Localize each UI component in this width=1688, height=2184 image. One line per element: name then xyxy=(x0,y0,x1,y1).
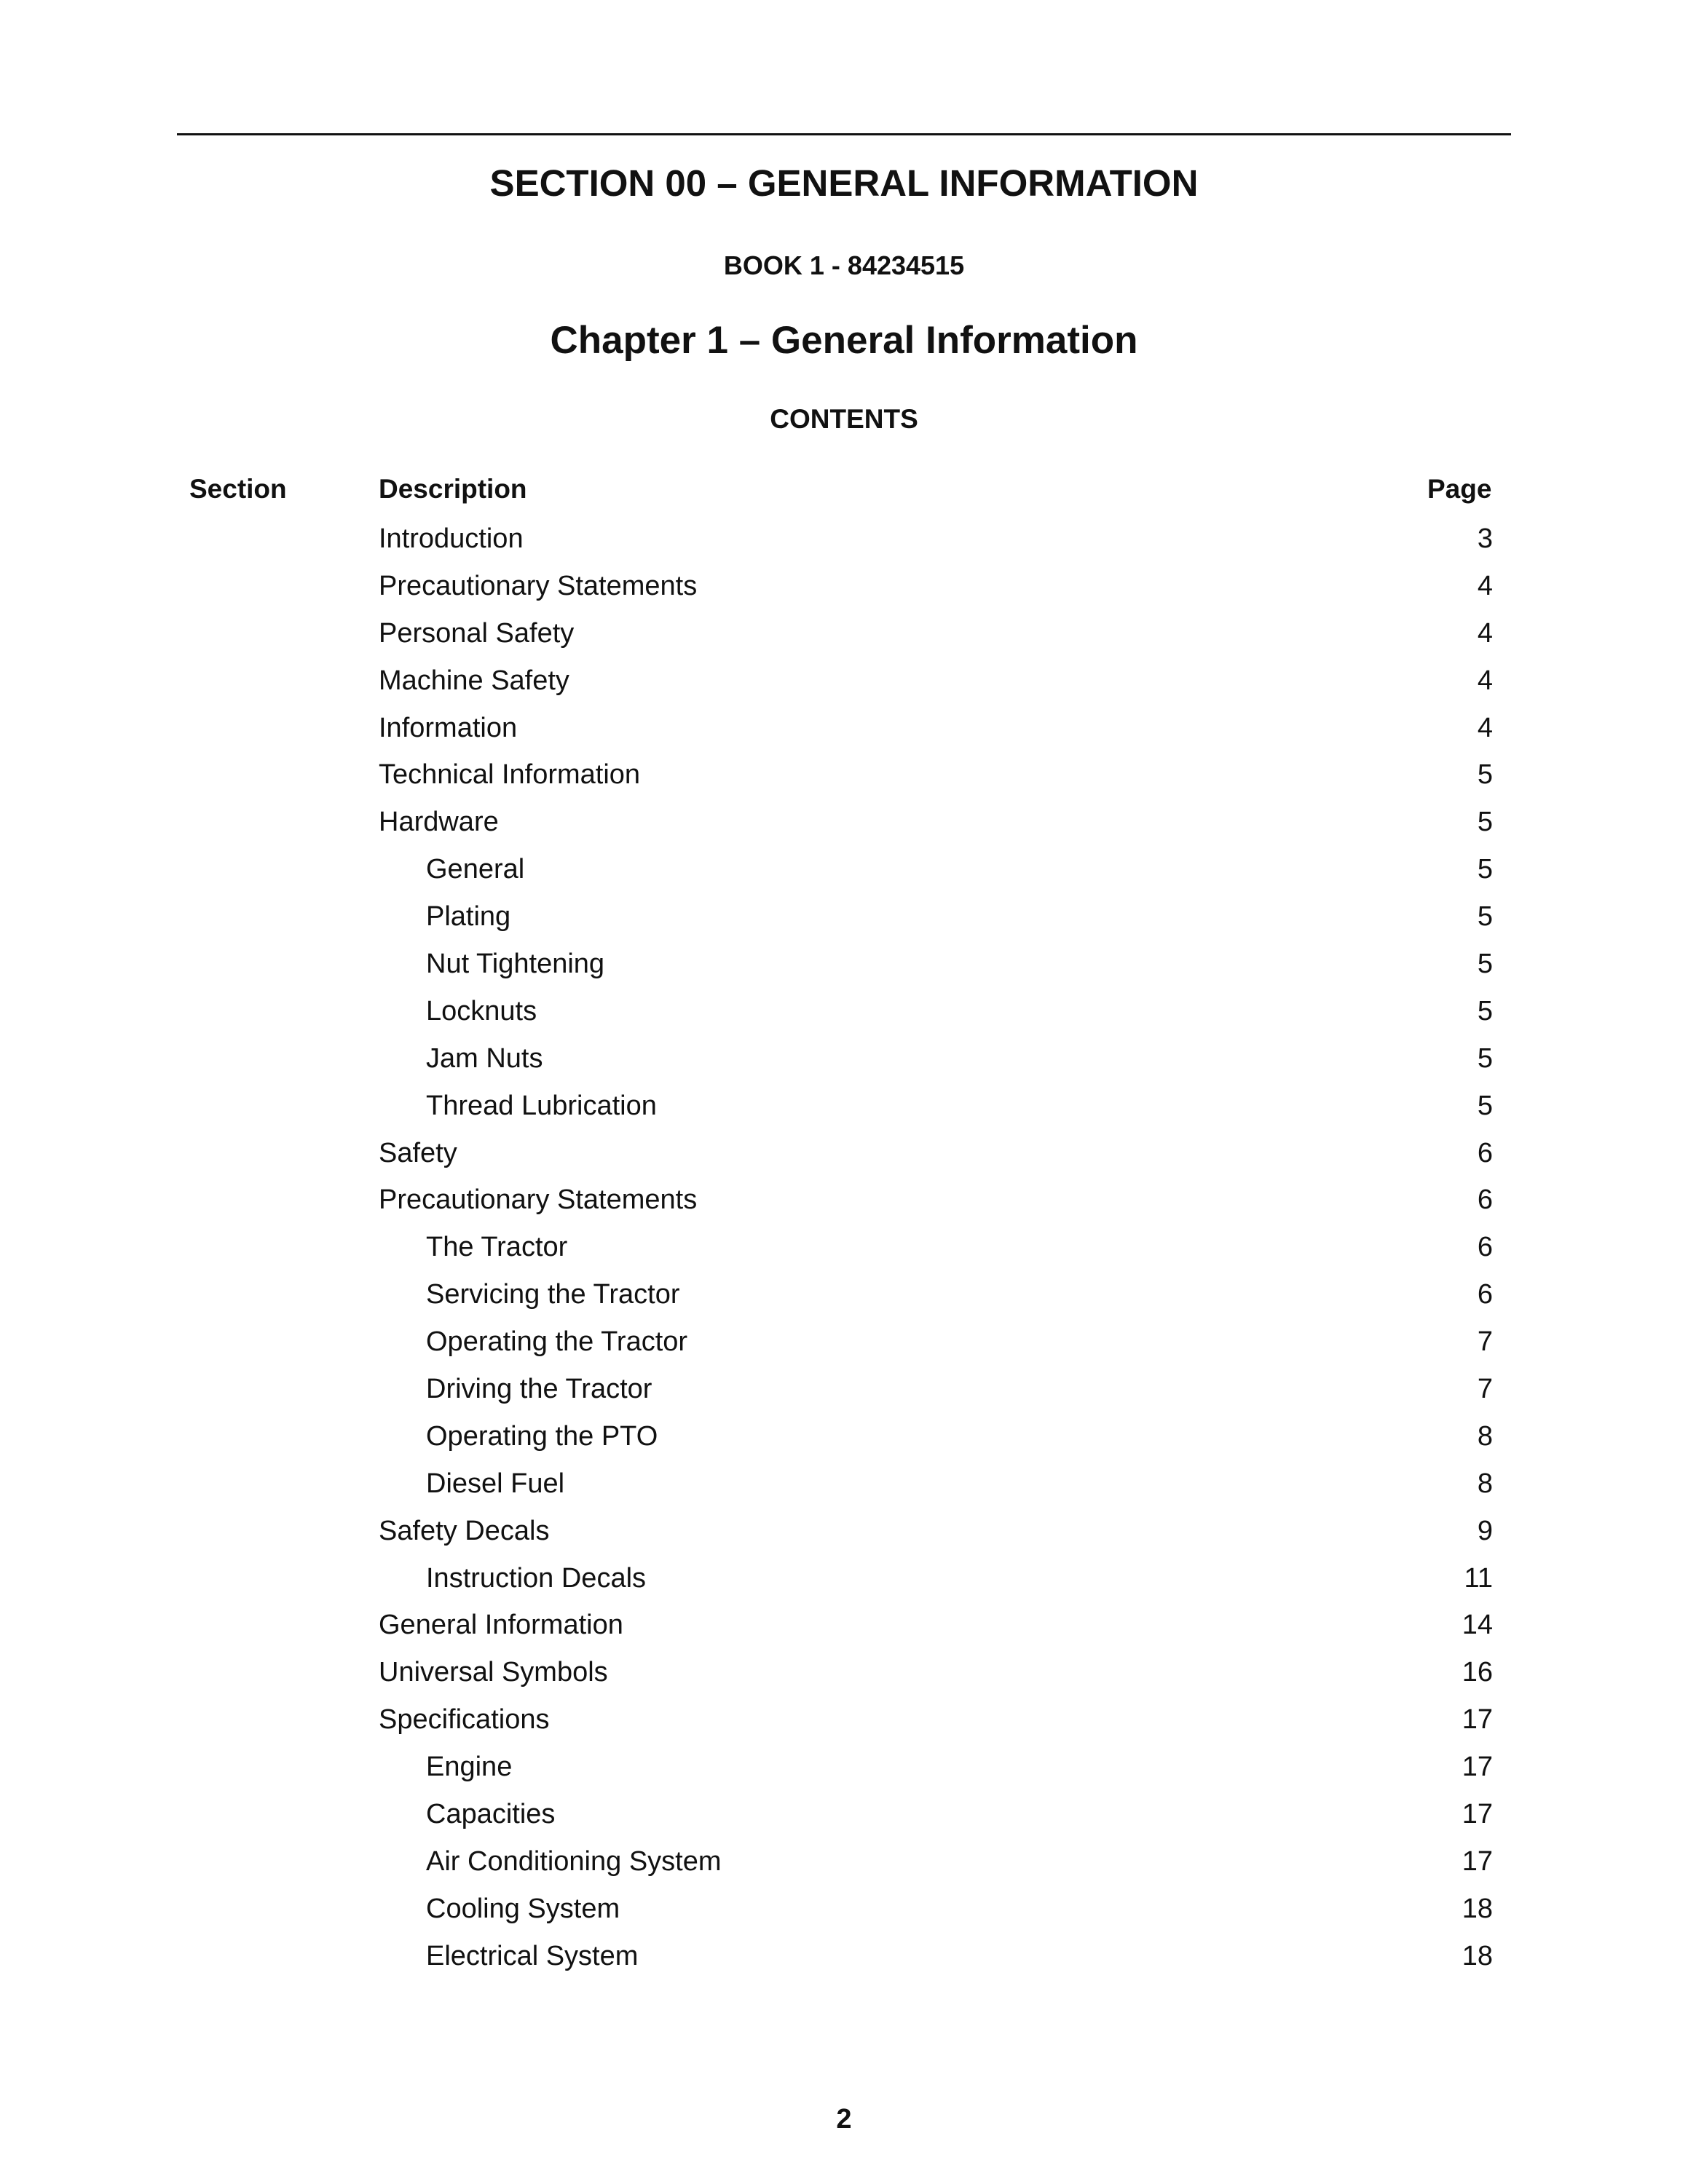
toc-entry-page: 5 xyxy=(1477,901,1493,933)
toc-entry-title: Thread Lubrication xyxy=(426,1090,657,1121)
toc-entry[interactable] xyxy=(379,1791,1493,1838)
toc-entry-title: Precautionary Statements xyxy=(379,1184,698,1216)
toc-entry-title: Instruction Decals xyxy=(426,1562,647,1594)
toc-entry[interactable] xyxy=(379,1130,1493,1177)
toc-entry-page: 7 xyxy=(1477,1326,1493,1358)
toc-entry[interactable] xyxy=(379,1602,1493,1649)
toc-entry-title: Engine xyxy=(426,1752,513,1783)
toc-entry-title: Electrical System xyxy=(426,1940,639,1971)
toc-entry-page: 17 xyxy=(1462,1704,1493,1736)
toc-entry[interactable] xyxy=(379,515,1493,563)
toc-entry[interactable] xyxy=(379,1413,1493,1460)
toc-entry-page: 6 xyxy=(1477,1279,1493,1310)
dot-leader xyxy=(615,950,1474,978)
dot-leader xyxy=(553,1045,1474,1072)
toc-entry[interactable] xyxy=(379,941,1493,988)
toc-entry[interactable] xyxy=(379,1460,1493,1508)
dot-leader xyxy=(732,1848,1449,1875)
toc-entry-title: Plating xyxy=(426,901,511,933)
toc-entry-title: Nut Tightening xyxy=(426,948,605,979)
toc-entry-page: 14 xyxy=(1462,1610,1493,1641)
toc-entry-page: 5 xyxy=(1477,1090,1493,1121)
page-number: 2 xyxy=(836,2104,852,2134)
toc-entry-page: 4 xyxy=(1477,665,1493,696)
toc-entry[interactable] xyxy=(379,1083,1493,1130)
toc-entry[interactable] xyxy=(379,1176,1493,1224)
toc-entry-page: 11 xyxy=(1464,1562,1493,1594)
toc-entry[interactable] xyxy=(379,1271,1493,1318)
toc-entry-title: The Tractor xyxy=(426,1232,568,1263)
toc-entry-page: 8 xyxy=(1477,1468,1493,1499)
column-header-section: Section xyxy=(189,474,287,504)
toc-entry-title: Specifications xyxy=(379,1704,550,1736)
toc-entry-page: 4 xyxy=(1477,570,1493,601)
toc-entry[interactable] xyxy=(379,988,1493,1035)
dot-leader xyxy=(584,620,1474,647)
dot-leader xyxy=(656,1564,1451,1592)
top-rule xyxy=(177,133,1511,135)
toc-entry-page: 6 xyxy=(1477,1137,1493,1168)
toc-entry-title: Locknuts xyxy=(426,995,537,1026)
toc-entry-page: 17 xyxy=(1462,1752,1493,1783)
contents-heading: CONTENTS xyxy=(770,404,918,434)
toc-entry-title: Introduction xyxy=(379,523,524,554)
dot-leader xyxy=(509,809,1474,836)
toc-entry[interactable] xyxy=(379,751,1493,799)
toc-entry-title: General xyxy=(426,854,525,885)
dot-leader xyxy=(534,525,1474,553)
toc-entry[interactable] xyxy=(379,705,1493,752)
toc-entry[interactable] xyxy=(379,1886,1493,1933)
dot-leader xyxy=(559,1706,1448,1734)
toc-entry-title: Information xyxy=(379,712,518,743)
dot-leader xyxy=(662,1375,1474,1403)
toc-entry-page: 5 xyxy=(1477,948,1493,979)
toc-entry-title: Cooling System xyxy=(426,1893,620,1924)
dot-leader xyxy=(577,1234,1474,1262)
toc-entry-page: 5 xyxy=(1477,1042,1493,1074)
toc-entry[interactable] xyxy=(379,1696,1493,1744)
toc-entry-title: General Information xyxy=(379,1610,623,1641)
dot-leader xyxy=(527,714,1474,742)
toc-entry[interactable] xyxy=(379,657,1493,705)
toc-entry-title: Safety Decals xyxy=(379,1515,550,1546)
toc-entry-page: 5 xyxy=(1477,854,1493,885)
toc-entry-page: 16 xyxy=(1462,1657,1493,1688)
toc-entry[interactable] xyxy=(379,846,1493,893)
toc-entry-title: Capacities xyxy=(426,1798,556,1829)
toc-entry-page: 5 xyxy=(1477,995,1493,1026)
dot-leader xyxy=(521,903,1474,931)
toc-entry-title: Servicing the Tractor xyxy=(426,1279,680,1310)
chapter-title: Chapter 1 – General Information xyxy=(550,319,1138,362)
toc-entry-page: 5 xyxy=(1477,759,1493,791)
dot-leader xyxy=(690,1281,1474,1309)
toc-entry-page: 7 xyxy=(1477,1373,1493,1404)
book-title: BOOK 1 - 84234515 xyxy=(723,250,965,280)
toc-entry-page: 18 xyxy=(1462,1940,1493,1971)
toc-entry[interactable] xyxy=(379,563,1493,610)
dot-leader xyxy=(650,761,1474,789)
dot-leader xyxy=(468,1139,1474,1167)
dot-leader xyxy=(668,1423,1474,1450)
toc-entry[interactable] xyxy=(379,610,1493,657)
toc-entry-title: Operating the Tractor xyxy=(426,1326,688,1358)
toc-entry[interactable] xyxy=(379,1933,1493,1980)
dot-leader xyxy=(522,1754,1448,1781)
toc-entry-page: 17 xyxy=(1462,1845,1493,1877)
toc-entry[interactable] xyxy=(379,1224,1493,1271)
toc-entry-title: Machine Safety xyxy=(379,665,569,696)
toc-entry-title: Diesel Fuel xyxy=(426,1468,565,1499)
toc-entry[interactable] xyxy=(379,1035,1493,1083)
toc-entry-title: Air Conditioning System xyxy=(426,1845,722,1877)
dot-leader xyxy=(575,1470,1474,1497)
toc-entry-page: 3 xyxy=(1477,523,1493,554)
toc-entry-page: 4 xyxy=(1477,617,1493,649)
dot-leader xyxy=(618,1659,1449,1687)
toc-entry[interactable] xyxy=(379,1366,1493,1413)
dot-leader xyxy=(667,1092,1474,1120)
toc-entry[interactable] xyxy=(379,1649,1493,1696)
section-title: SECTION 00 – GENERAL INFORMATION xyxy=(489,162,1199,204)
toc-entry-page: 18 xyxy=(1462,1893,1493,1924)
toc-entry-page: 4 xyxy=(1477,712,1493,743)
toc-entry-page: 17 xyxy=(1462,1798,1493,1829)
column-header-page: Page xyxy=(1427,474,1492,504)
toc-entry-title: Precautionary Statements xyxy=(379,570,698,601)
table-of-contents xyxy=(379,515,1493,1980)
dot-leader xyxy=(634,1612,1449,1639)
toc-entry[interactable] xyxy=(379,1555,1493,1602)
dot-leader xyxy=(565,1800,1448,1828)
dot-leader xyxy=(559,1517,1474,1545)
toc-entry-page: 8 xyxy=(1477,1420,1493,1452)
toc-entry[interactable] xyxy=(379,893,1493,941)
toc-entry[interactable] xyxy=(379,1508,1493,1555)
toc-entry-title: Jam Nuts xyxy=(426,1042,543,1074)
toc-entry-title: Universal Symbols xyxy=(379,1657,608,1688)
dot-leader xyxy=(535,856,1474,884)
toc-entry[interactable] xyxy=(379,799,1493,846)
toc-entry-page: 6 xyxy=(1477,1184,1493,1216)
dot-leader xyxy=(698,1329,1474,1356)
toc-entry-title: Technical Information xyxy=(379,759,641,791)
dot-leader xyxy=(648,1942,1448,1970)
dot-leader xyxy=(707,1187,1474,1214)
toc-entry-title: Personal Safety xyxy=(379,617,575,649)
dot-leader xyxy=(707,572,1474,600)
dot-leader xyxy=(630,1895,1449,1923)
dot-leader xyxy=(580,667,1474,695)
toc-entry-title: Driving the Tractor xyxy=(426,1373,652,1404)
toc-entry[interactable] xyxy=(379,1838,1493,1886)
toc-entry-page: 6 xyxy=(1477,1232,1493,1263)
toc-entry-page: 9 xyxy=(1477,1515,1493,1546)
toc-entry[interactable] xyxy=(379,1744,1493,1791)
toc-entry-title: Safety xyxy=(379,1137,457,1168)
toc-entry-page: 5 xyxy=(1477,807,1493,838)
toc-entry-title: Operating the PTO xyxy=(426,1420,658,1452)
dot-leader xyxy=(547,997,1474,1025)
toc-entry[interactable] xyxy=(379,1318,1493,1366)
toc-entry-title: Hardware xyxy=(379,807,499,838)
column-header-description: Description xyxy=(379,474,527,504)
